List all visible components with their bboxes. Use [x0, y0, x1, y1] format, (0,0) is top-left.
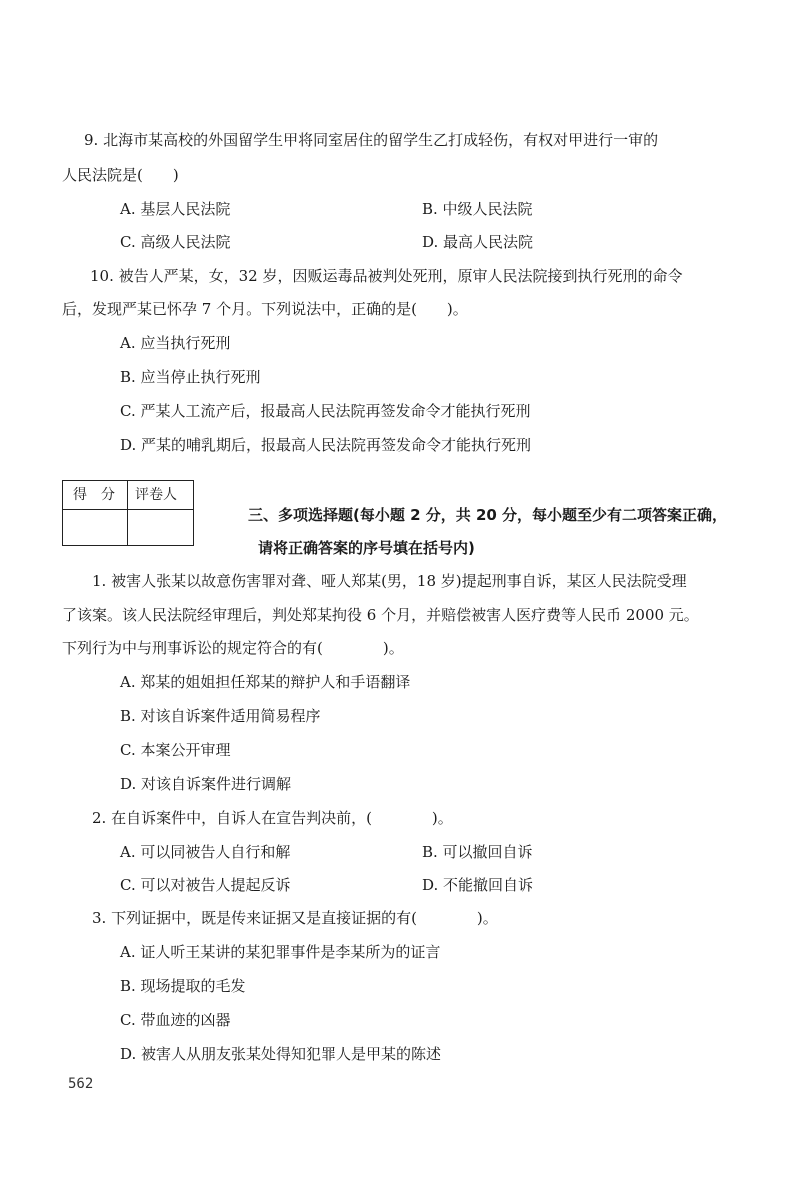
q10-stem-line2: 后，发现严某已怀孕 7 个月。下列说法中，正确的是( )。	[62, 300, 468, 318]
mq2-option-d: D. 不能撤回自诉	[422, 876, 534, 894]
mq2-option-c: C. 可以对被告人提起反诉	[120, 876, 291, 894]
mq3-option-d: D. 被害人从朋友张某处得知犯罪人是甲某的陈述	[120, 1045, 442, 1063]
mq3-option-a: A. 证人听王某讲的某犯罪事件是李某所为的证言	[120, 943, 441, 961]
q9-option-d: D. 最高人民法院	[422, 233, 534, 251]
mq1-stem-line3: 下列行为中与刑事诉讼的规定符合的有( )。	[62, 639, 404, 657]
score-label: 得 分	[73, 487, 115, 503]
mq1-stem-line1: 1. 被害人张某以故意伤害罪对聋、哑人郑某(男，18 岁)提起刑事自诉，某区人民法院受理	[92, 572, 687, 590]
mq1-option-d: D. 对该自诉案件进行调解	[120, 775, 292, 793]
mq3-stem: 3. 下列证据中，既是传来证据又是直接证据的有( )。	[92, 909, 498, 927]
q10-option-c: C. 严某人工流产后，报最高人民法院再签发命令才能执行死刑	[120, 402, 531, 420]
mq1-option-a: A. 郑某的姐姐担任郑某的辩护人和手语翻译	[120, 673, 411, 691]
score-box	[62, 480, 194, 546]
grader-label: 评卷人	[135, 487, 177, 503]
mq2-option-a: A. 可以同被告人自行和解	[120, 843, 291, 861]
mq2-stem: 2. 在自诉案件中，自诉人在宣告判决前，( )。	[92, 809, 453, 827]
section3-title-line2: 请将正确答案的序号填在括号内)	[258, 539, 475, 557]
q10-stem-line1: 10. 被告人严某，女，32 岁，因贩运毒品被判处死刑，原审人民法院接到执行死刑的命令	[90, 267, 683, 285]
section3-title-line1: 三、多项选择题(每小题 2 分，共 20 分，每小题至少有二项答案正确，	[248, 506, 728, 524]
mq2-option-b: B. 可以撤回自诉	[422, 843, 533, 861]
q9-option-c: C. 高级人民法院	[120, 233, 231, 251]
q9-stem-line2: 人民法院是( )	[62, 166, 179, 184]
score-box-divider-horizontal	[63, 509, 193, 510]
q10-option-b: B. 应当停止执行死刑	[120, 368, 261, 386]
q10-option-a: A. 应当执行死刑	[120, 334, 231, 352]
score-box-divider-vertical	[127, 481, 128, 545]
mq1-stem-line2: 了该案。该人民法院经审理后，判处郑某拘役 6 个月，并赔偿被害人医疗费等人民币 2000 元。	[62, 606, 699, 624]
mq3-option-b: B. 现场提取的毛发	[120, 977, 246, 995]
mq1-option-c: C. 本案公开审理	[120, 741, 231, 759]
q10-option-d: D. 严某的哺乳期后，报最高人民法院再签发命令才能执行死刑	[120, 436, 532, 454]
q9-option-a: A. 基层人民法院	[120, 200, 231, 218]
page-number: 562	[68, 1076, 94, 1092]
q9-stem-line1: 9. 北海市某高校的外国留学生甲将同室居住的留学生乙打成轻伤，有权对甲进行一审的	[84, 131, 659, 149]
mq1-option-b: B. 对该自诉案件适用简易程序	[120, 707, 321, 725]
q9-option-b: B. 中级人民法院	[422, 200, 533, 218]
mq3-option-c: C. 带血迹的凶器	[120, 1011, 231, 1029]
